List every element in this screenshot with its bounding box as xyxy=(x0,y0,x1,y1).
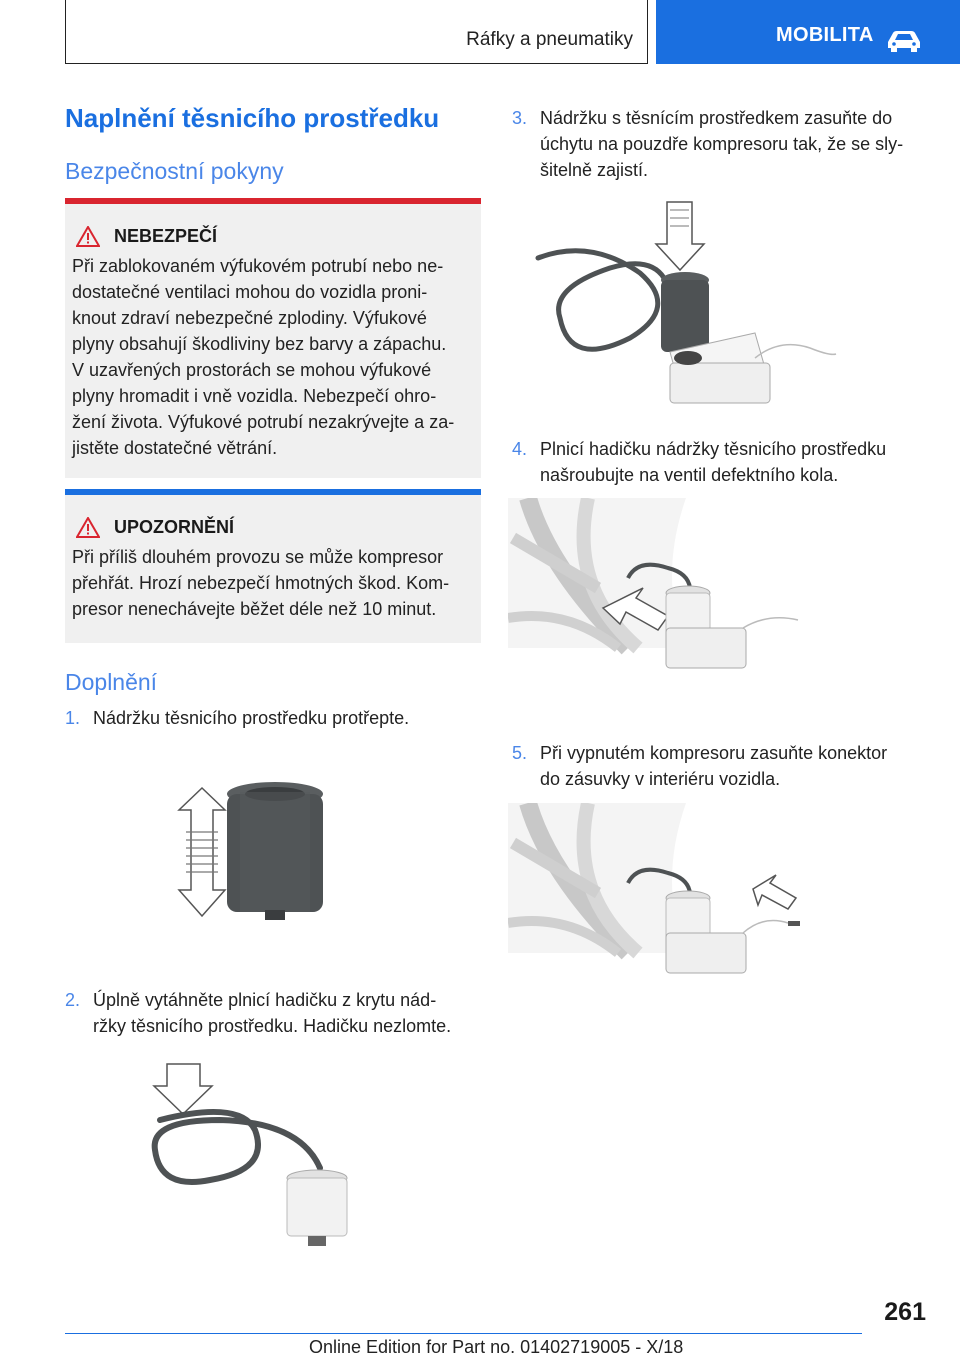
footer-divider xyxy=(65,1333,862,1334)
page-number: 261 xyxy=(884,1298,926,1326)
caution-title: UPOZORNĚNÍ xyxy=(114,517,235,537)
warning-icon xyxy=(76,226,100,247)
header-section-box xyxy=(65,0,648,64)
pull-hose-illustration xyxy=(150,1060,360,1260)
safety-heading: Bezpečnostní pokyny xyxy=(65,158,284,184)
step-4: 4. Plnicí hadičku nádržky těsnicího prostředku našroubujte na ventil defektního kola. xyxy=(512,439,887,485)
insert-bottle-illustration xyxy=(530,198,840,413)
footer-edition: Online Edition for Part no. 01402719005 - X/18 xyxy=(309,1337,684,1357)
step-2: 2. Úplně vytáhněte plnicí hadičku z krytu nád‐ ržky těsnicího prostředku. Hadičku nezlomte. xyxy=(65,990,452,1036)
page-title: Naplnění těsnicího prostředku xyxy=(65,103,440,133)
screw-hose-wheel-illustration xyxy=(508,498,808,683)
step-1: 1. Nádržku těsnicího prostředku protřepte. xyxy=(65,708,410,728)
warning-icon xyxy=(76,517,100,538)
shake-bottle-illustration xyxy=(160,770,360,930)
step-5: 5. Při vypnutém kompresoru zasuňte konektor do zásuvky v interiéru vozidla. xyxy=(512,743,888,789)
step-3: 3. Nádržku s těsnícím prostředkem zasuňte do úchytu na pouzdře kompresoru tak, že se sly‐ šitelně zajistí. xyxy=(512,108,904,180)
caution-notice xyxy=(65,489,481,643)
caution-text: Při příliš dlouhém provozu se může kompresor přehřát. Hrozí nebezpečí hmotných škod. Kom‐ presor nenechávejte běžet déle než 10 minut. xyxy=(72,547,450,619)
header-tab-label[interactable]: MOBILITA xyxy=(776,24,874,46)
header-section-title: Ráfky a pneumatiky xyxy=(466,29,633,50)
danger-notice xyxy=(65,198,481,478)
danger-text: Při zablokovaném výfukovém potrubí nebo ne‐ dostatečné ventilaci mohou do vozidla proni‐ knout zdraví nebezpečné zplodiny. Výfukové plyny obsahují škodliviny bez barvy a zápachu. V uzavřených prostorách se mohou výfukové plyny hromadit i vně vozidla. Nebezpečí ohro‐ žení života. Výfukové potrubí nezakrývejte a za‐ jistěte dostatečné větrání. xyxy=(72,256,455,458)
refill-heading: Doplnění xyxy=(65,669,158,695)
plug-connector-illustration xyxy=(508,803,808,988)
car-icon xyxy=(884,28,924,52)
danger-title: NEBEZPEČÍ xyxy=(114,226,218,246)
